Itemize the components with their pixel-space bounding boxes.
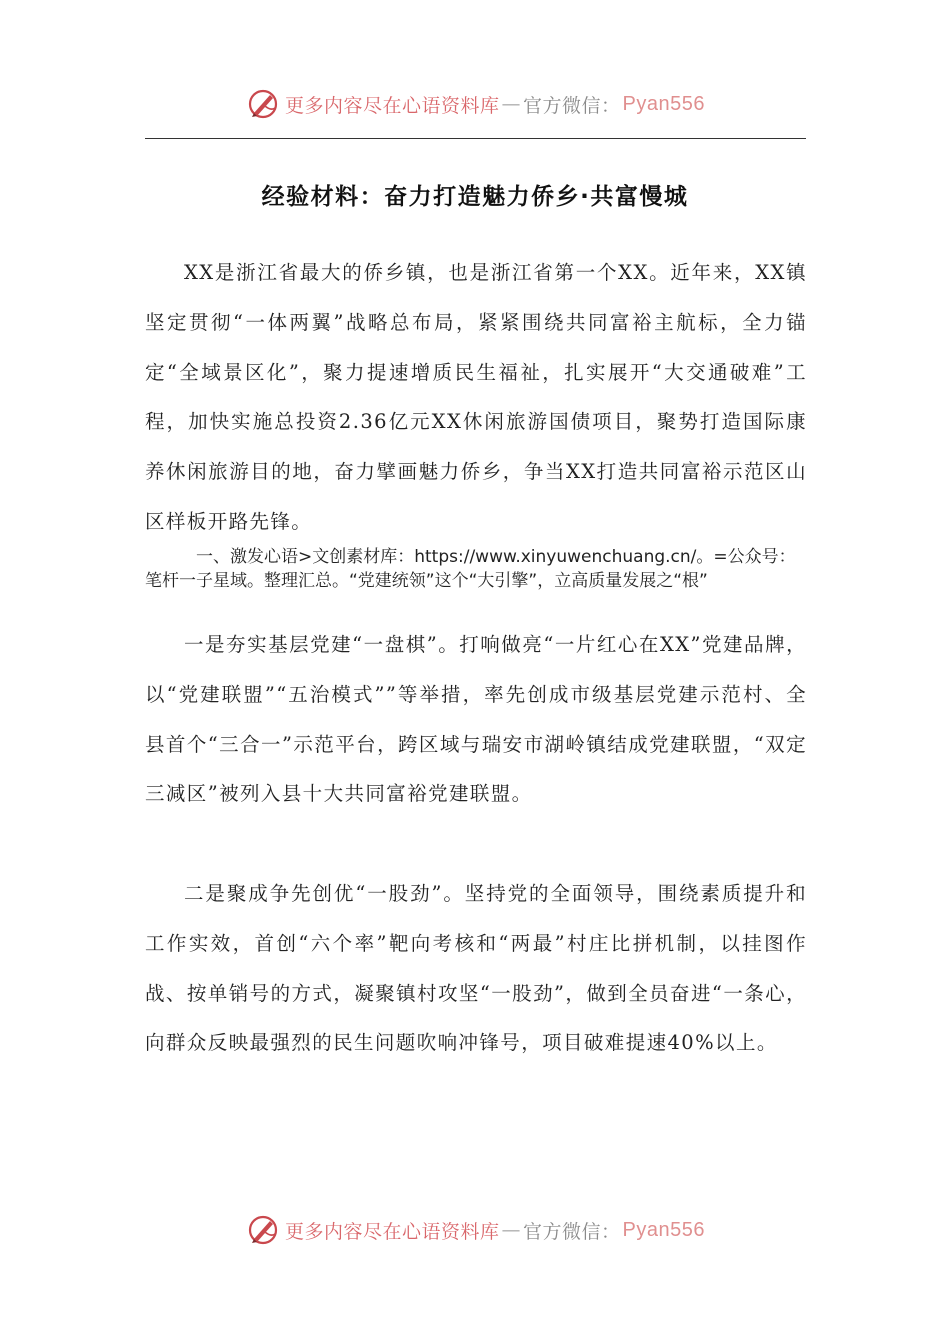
document-title: 经验材料：奋力打造魅力侨乡·共富慢城 [261,184,689,210]
pen-circle-logo-icon [245,1212,281,1248]
footer-banner-wechat-label: 官方微信： [523,1220,621,1243]
footer-banner-dash: — [501,1219,522,1241]
header-banner [0,84,950,124]
footer-banner-text: 更多内容尽在心语资料库 [285,1220,500,1243]
header-banner-text: 更多内容尽在心语资料库 [285,94,500,117]
header-banner-wechat-id: Pyan556 [622,92,705,115]
paragraph-intro: XX是浙江省最大的侨乡镇，也是浙江省第一个XX。近年来，XX镇坚定贯彻“一体两翼”战略总布局，紧紧围绕共同富裕主航标，全力锚定“全域景区化”，聚力提速增质民生福祉，扎实展开“大交通破难”工程，加快实施总投资2.36亿元XX休闲旅游国债项目，聚势打造国际康养休闲旅游目的地，奋力擘画魅力侨乡，争当XX打造共同富裕示范区山区样板开路先锋。 [145,261,807,533]
header-rule [145,138,806,139]
pen-circle-logo-icon [245,86,281,122]
footer-banner [0,1210,950,1250]
header-banner-wechat-label: 官方微信： [523,94,621,117]
header-banner-dash: — [501,93,522,115]
section-heading: 一、激发心语>文创素材库：https://www.xinyuwenchuang.cn/。=公众号：笔杆一子星域。整理汇总。“党建统领”这个“大引擎”，立高质量发展之“根” [145,547,796,591]
paragraph-excellence: 二是聚成争先创优“一股劲”。坚持党的全面领导，围绕素质提升和工作实效，首创“六个率”靶向考核和“两最”村庄比拼机制，以挂图作战、按单销号的方式，凝聚镇村攻坚“一股劲”，做到全员奋进“一条心，向群众反映最强烈的民生问题吹响冲锋号，项目破难提速40%以上。 [145,882,807,1055]
paragraph-party-building: 一是夯实基层党建“一盘棋”。打响做亮“一片红心在XX”党建品牌，以“党建联盟”“五治模式””等举措，率先创成市级基层党建示范村、全县首个“三合一”示范平台，跨区域与瑞安市湖岭镇结成党建联盟，“双定三减区”被列入县十大共同富裕党建联盟。 [145,633,807,806]
footer-banner-wechat-id: Pyan556 [622,1218,705,1241]
